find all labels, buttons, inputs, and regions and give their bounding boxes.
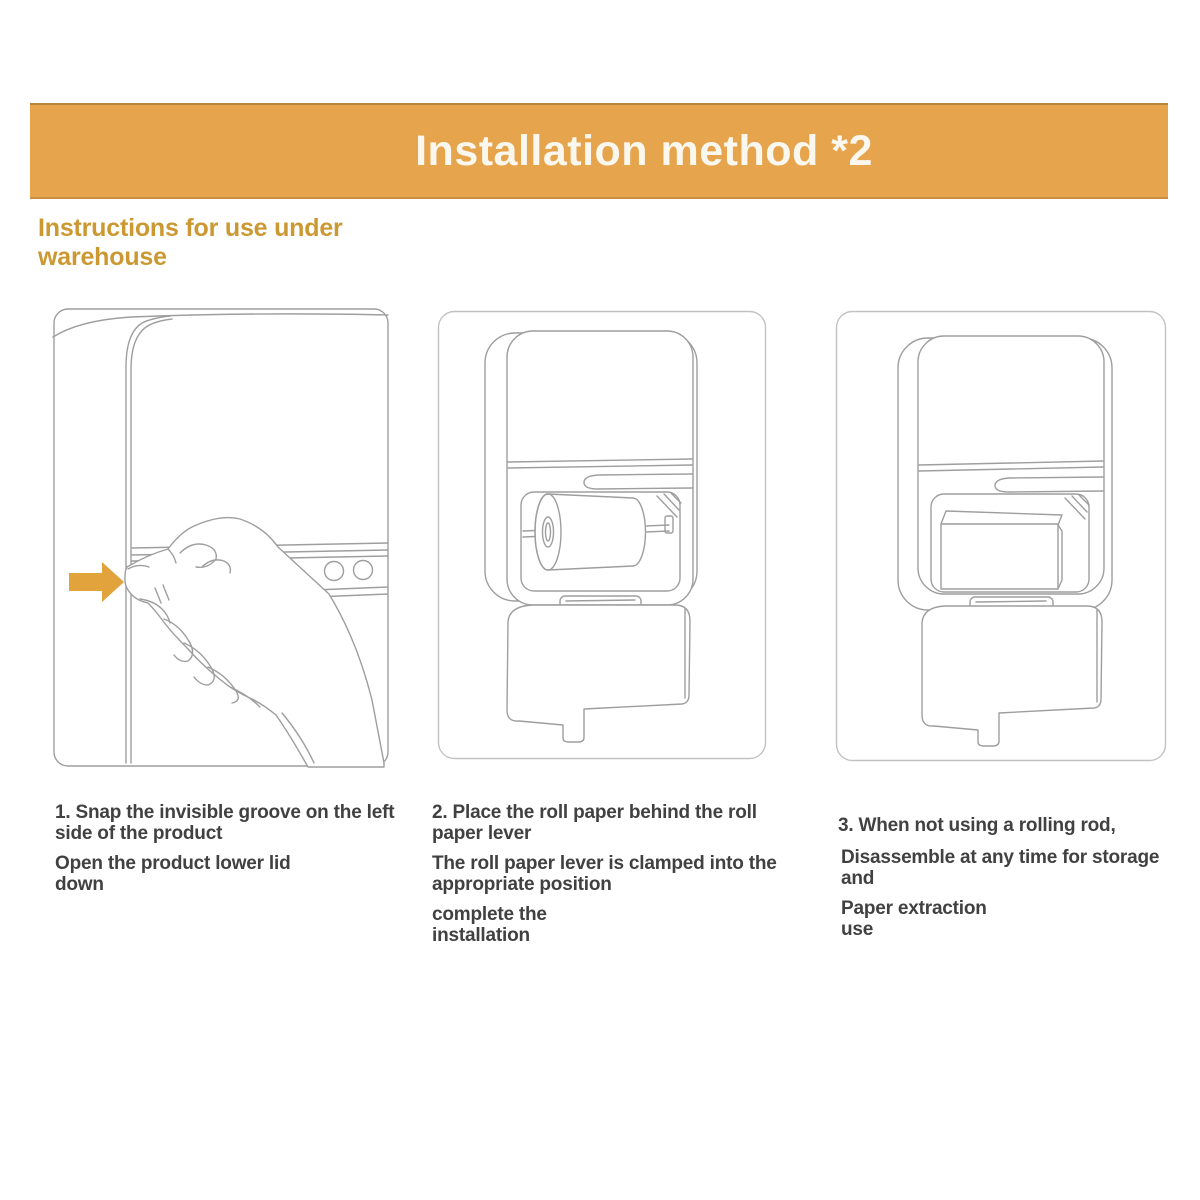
subtitle-line-2: warehouse [38, 243, 167, 271]
vent-hole [325, 562, 344, 581]
figure-step-2 [437, 310, 767, 760]
vent-hole [354, 561, 373, 580]
storage-illustration [835, 310, 1167, 762]
step-2-paragraph [432, 904, 812, 946]
lower-lid [922, 606, 1102, 746]
step-3-paragraph [838, 847, 1198, 889]
step-1-paragraph [55, 853, 425, 895]
caption-line: use [841, 919, 874, 940]
page-title: Installation method *2 [415, 126, 873, 175]
caption-line: installation [432, 925, 530, 946]
caption-line: 3. When not using a rolling rod, [838, 815, 1116, 836]
step-3-caption [838, 802, 1198, 940]
step-3-paragraph [838, 898, 1198, 940]
caption-line: Disassemble at any time for storage [841, 847, 1160, 868]
caption-line: and [841, 868, 875, 889]
paper-pack [941, 511, 1062, 589]
roll-installed-illustration [437, 310, 767, 760]
step-2-caption [432, 802, 812, 946]
press-side-illustration [52, 305, 392, 770]
caption-line: Open the product lower lid [55, 853, 291, 874]
caption-line: Paper extraction [841, 898, 987, 919]
step-3-heading [838, 815, 1198, 836]
caption-line: 2. Place the roll paper behind the roll [432, 802, 757, 823]
caption-line: paper lever [432, 823, 532, 844]
hand-illustration [125, 518, 384, 767]
lower-lid [507, 605, 690, 742]
page-subtitle [38, 214, 343, 272]
caption-line: down [55, 874, 104, 895]
step-2-paragraph [432, 853, 812, 895]
figure-step-3 [835, 310, 1167, 762]
caption-line: side of the product [55, 823, 223, 844]
caption-line: appropriate position [432, 874, 612, 895]
caption-line: 1. Snap the invisible groove on the left [55, 802, 395, 823]
caption-line: The roll paper lever is clamped into the [432, 853, 777, 874]
title-banner [30, 103, 1168, 199]
arrow-right-icon [69, 562, 124, 602]
subtitle-line-1: Instructions for use under [38, 214, 343, 242]
caption-line: complete the [432, 904, 547, 925]
step-2-heading [432, 802, 812, 844]
step-1-caption [55, 802, 425, 895]
dispenser-body [898, 336, 1112, 746]
step-1-heading [55, 802, 425, 844]
paper-roll [535, 494, 646, 570]
figure-step-1 [52, 305, 392, 770]
dispenser-body [485, 331, 697, 742]
